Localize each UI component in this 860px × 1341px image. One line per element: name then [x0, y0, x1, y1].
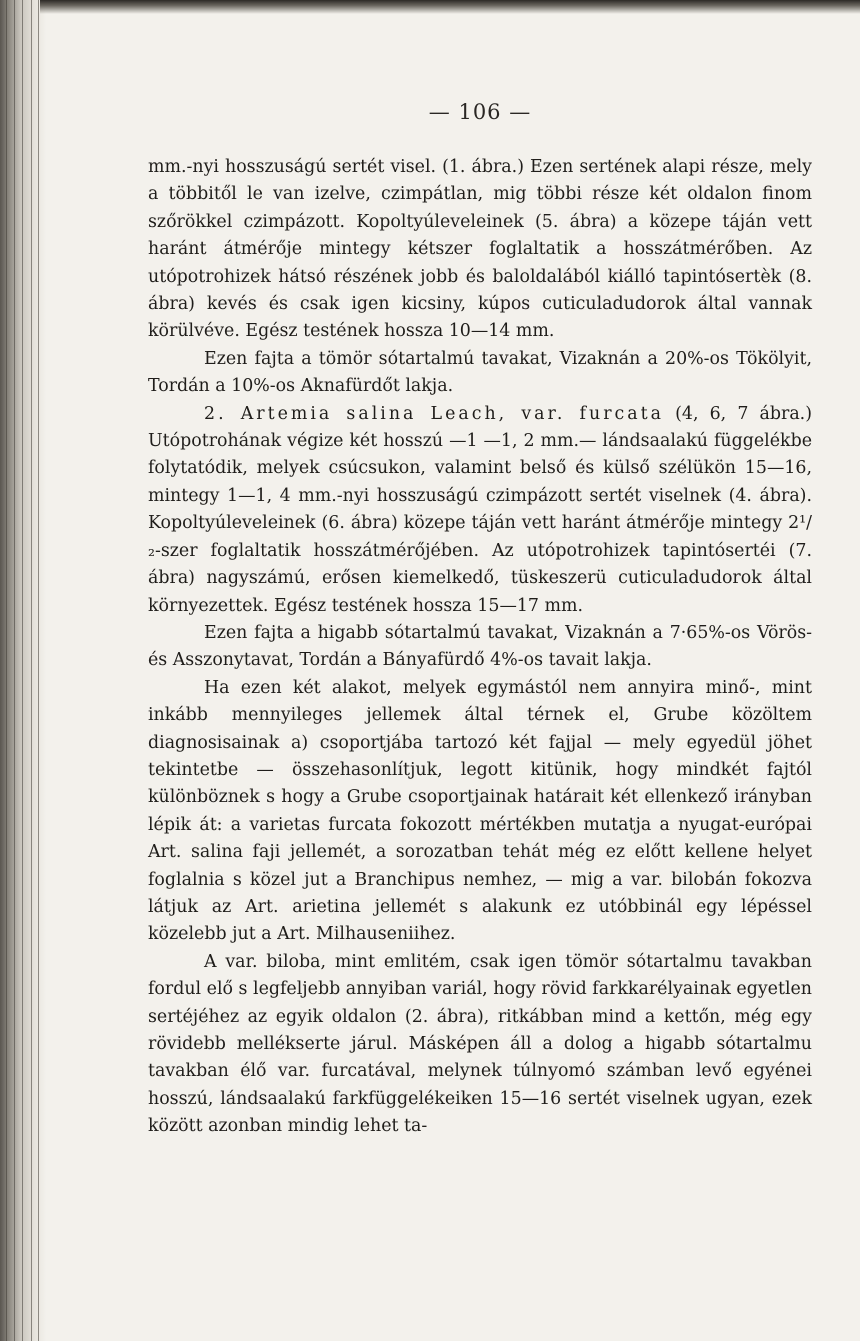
top-edge-shadow: [40, 0, 860, 14]
paragraph-text: (4, 6, 7 ábra.) Utópotrohának végize két hosszú —1 —1, 2 mm.— lándsaalakú függelékbe folytatódik, melyek csúcsukon, valamint belső és külső szélükön 15—16, mintegy 1—1, 4 mm.-nyi hosszuságú czimpázott sertét viselnek (4. ábra). Kopoltyúleveleinek (6. ábra) közepe táján vett haránt átmérője mintegy 2¹/₂-szer foglaltatik hosszátmérőjében. Az utópotrohizek tapintósertéi (7. ábra) nagyszámú, erősen kiemelkedő, tüskeszerü cuticuladudorok által környezettek. Egész testének hossza 15—17 mm.: [148, 403, 812, 616]
paragraph: [148, 401, 812, 620]
paragraph: [148, 675, 812, 949]
gutter-line: [14, 0, 15, 1341]
gutter-line: [22, 0, 23, 1341]
paragraph-text: mm.-nyi hosszuságú sertét visel. (1. ábra.) Ezen sertének alapi része, mely a többitől le van izelve, czimpátlan, mig többi része két oldalon finom szőrökkel czimpázott. Kopoltyúleveleinek (5. ábra) a közepe táján vett haránt átmérője mintegy kétszer foglaltatik a hosszátmérőben. Az utópotrohizek hátsó részének jobb és baloldalából kiálló tapintósertèk (8. ábra) kevés és csak igen kicsiny, kúpos cuticuladudorok által vannak körülvéve. Egész testének hossza 10—14 mm.: [148, 157, 812, 342]
paragraph: [148, 346, 812, 401]
gutter-line: [31, 0, 32, 1341]
paragraph: [148, 620, 812, 675]
page-number: — 106 —: [428, 100, 532, 124]
paragraph-text: Ezen fajta a higabb sótartalmú tavakat, Vizaknán a 7·65%-os Vörös- és Asszonytavat, Tordán a Bányafürdő 4%-os tavait lakja.: [148, 622, 812, 671]
page-body: [148, 100, 812, 1141]
paragraph-text: A var. biloba, mint emlitém, csak igen tömör sótartalmu tavakban fordul elő s legfeljebb annyiban variál, hogy rövid farkkarélyainak egyetlen sertéjéhez az egyik oldalon (2. ábra), ritkábban mind a kettőn, még egy rövidebb mellékserte járul. Másképen áll a dolog a higabb sótartalmu tavakban élő var. furcatával, melynek túlnyomó számban levő egyénei hosszú, lándsaalakú farkfüggelékeiken 15—16 sertét viselnek ugyan, ezek között azonban mindig lehet ta-: [148, 951, 812, 1137]
gutter-line: [6, 0, 7, 1341]
paragraph: [148, 154, 812, 346]
paragraph-text: Ezen fajta a tömör sótartalmú tavakat, Vizaknán a 20%-os Tökölyit, Tordán a 10%-os Aknafürdőt lakja.: [148, 348, 812, 397]
paragraph: [148, 949, 812, 1141]
species-heading: 2. Artemia salina Leach, var. furcata: [204, 403, 664, 424]
gutter-line: [38, 0, 39, 1341]
paragraph-text: Ha ezen két alakot, melyek egymástól nem annyira minő-, mint inkább mennyileges jellemek által térnek el, Grube közöltem diagnosisainak a) csoportjába tartozó két fajjal — mely egyedül jöhet tekintetbe — összehasonlítjuk, legott kitünik, hogy mindkét fajtól különböznek s hogy a Grube csoportjainak határait két ellenkező irányban lépik át: a varietas furcata fokozott mértékben mutatja a nyugat-európai Art. salina faji jellemét, a sorozatban tehát még ez előtt kellene helyet foglalnia s közel jut a Branchipus nemhez, — mig a var. bilobán fokozva látjuk az Art. arietina jellemét s alakunk ez utóbbinál egy lépéssel közelebb jut a Art. Milhauseniihez.: [148, 677, 812, 945]
